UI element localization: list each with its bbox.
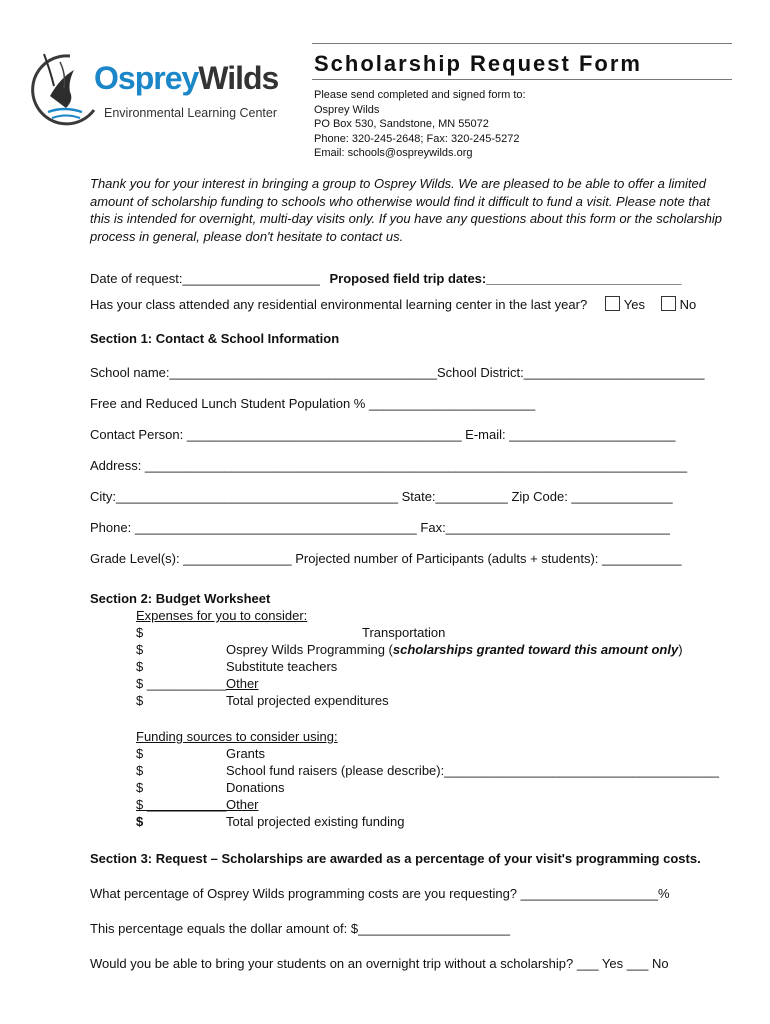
expense-row[interactable] [136, 659, 736, 674]
dollar-sign: $ [136, 659, 144, 674]
funding-label: Grants [226, 746, 266, 761]
dollar-sign: $ ___________ [136, 797, 227, 812]
dollar-sign: $ ___________ [136, 676, 227, 691]
title-rule-top [312, 43, 732, 44]
expense-suffix: ) [678, 642, 683, 657]
expense-label: Substitute teachers [226, 659, 338, 674]
yes-checkbox[interactable] [605, 296, 620, 311]
attended-question: Has your class attended any residential environmental learning center in the last year? [90, 297, 588, 312]
intro-paragraph: Thank you for your interest in bringing a group to Osprey Wilds. We are pleased to be able to offer a limited amount of scholarship funding to schools who otherwise would find it difficult to fund a visit. Please note that this is intended for overnight, multi-day visits only. If you have any questions about this form or the scholarship process in general, please don't hesitate to contact us. [90, 176, 723, 244]
expense-row[interactable] [136, 676, 736, 691]
send-line: Osprey Wilds [314, 103, 380, 116]
brand-name-wilds: Wilds [198, 60, 279, 96]
expense-label: Osprey Wilds Programming ( [226, 642, 393, 657]
expense-row[interactable] [136, 642, 736, 657]
dollar-sign: $ [136, 642, 144, 657]
expense-label: Other [226, 676, 259, 691]
section1-heading: Section 1: Contact & School Information [90, 331, 340, 346]
brand-name-osprey: Osprey [94, 60, 199, 96]
funding-row[interactable] [136, 763, 736, 778]
city-state-zip-field[interactable]: City:_______________________________________ State:__________ Zip Code: ______________ [90, 489, 673, 504]
section3-heading: Section 3: Request – Scholarships are awarded as a percentage of your visit's programming costs. [90, 851, 701, 866]
dollar-amount-field[interactable]: This percentage equals the dollar amount of: $_____________________ [90, 921, 510, 936]
funding-row[interactable] [136, 814, 736, 829]
contact-person-field[interactable]: Contact Person: ______________________________________ E-mail: _______________________ [90, 427, 676, 442]
phone-fax-field[interactable]: Phone: _______________________________________ Fax:_______________________________ [90, 520, 670, 535]
funding-label: School fund raisers (please describe):______________________________________ [226, 763, 719, 778]
mailing-instructions [314, 88, 526, 161]
attended-question-row [90, 296, 696, 312]
expense-label: Transportation [362, 625, 446, 640]
no-label: No [679, 297, 697, 312]
expense-label: Total projected expenditures [226, 693, 389, 708]
address-field[interactable]: Address: ___________________________________________________________________________ [90, 458, 688, 473]
yes-label: Yes [623, 297, 646, 312]
dollar-sign: $ [136, 814, 144, 829]
school-name-field[interactable]: School name:_____________________________________School District:_________________________ [90, 365, 705, 380]
funding-title: Funding sources to consider using: [136, 729, 338, 744]
osprey-wilds-logo [30, 48, 310, 130]
no-checkbox[interactable] [661, 296, 676, 311]
send-line: Phone: 320-245-2648; Fax: 320-245-5272 [314, 132, 520, 145]
lunch-population-field[interactable]: Free and Reduced Lunch Student Population % _______________________ [90, 396, 536, 411]
dollar-sign: $ [136, 693, 144, 708]
dollar-sign: $ [136, 780, 144, 795]
title-rule-bottom [312, 79, 732, 80]
funding-label: Donations [226, 780, 285, 795]
overnight-question-field[interactable]: Would you be able to bring your students on an overnight trip without a scholarship? ___ Yes ___ No [90, 956, 669, 971]
form-title: Scholarship Request Form [314, 51, 642, 76]
funding-label: Total projected existing funding [226, 814, 405, 829]
send-line: Email: schools@ospreywilds.org [314, 147, 473, 159]
percentage-request-field[interactable]: What percentage of Osprey Wilds programming costs are you requesting? ___________________% [90, 886, 670, 901]
brand-tagline: Environmental Learning Center [104, 106, 278, 120]
dollar-sign: $ [136, 625, 144, 640]
funding-row[interactable] [136, 746, 736, 761]
dollar-sign: $ [136, 763, 144, 778]
dollar-sign: $ [136, 746, 144, 761]
section2-heading: Section 2: Budget Worksheet [90, 591, 271, 606]
funding-row[interactable] [136, 780, 736, 795]
grade-participants-field[interactable]: Grade Level(s): _______________ Projected number of Participants (adults + students): ___________ [90, 551, 682, 566]
expenses-title: Expenses for you to consider: [136, 608, 308, 623]
trip-dates-label: Proposed field trip dates:___________________________ [329, 271, 682, 286]
expense-row[interactable] [136, 625, 736, 640]
expense-note: scholarships granted toward this amount only [392, 642, 679, 657]
date-of-request-field[interactable] [90, 271, 681, 286]
send-line: PO Box 530, Sandstone, MN 55072 [314, 118, 489, 130]
expense-row[interactable] [136, 693, 736, 708]
funding-label: Other [226, 797, 259, 812]
date-of-request-label: Date of request:___________________ [90, 271, 320, 286]
funding-row[interactable] [136, 797, 736, 812]
send-line: Please send completed and signed form to: [314, 89, 526, 101]
